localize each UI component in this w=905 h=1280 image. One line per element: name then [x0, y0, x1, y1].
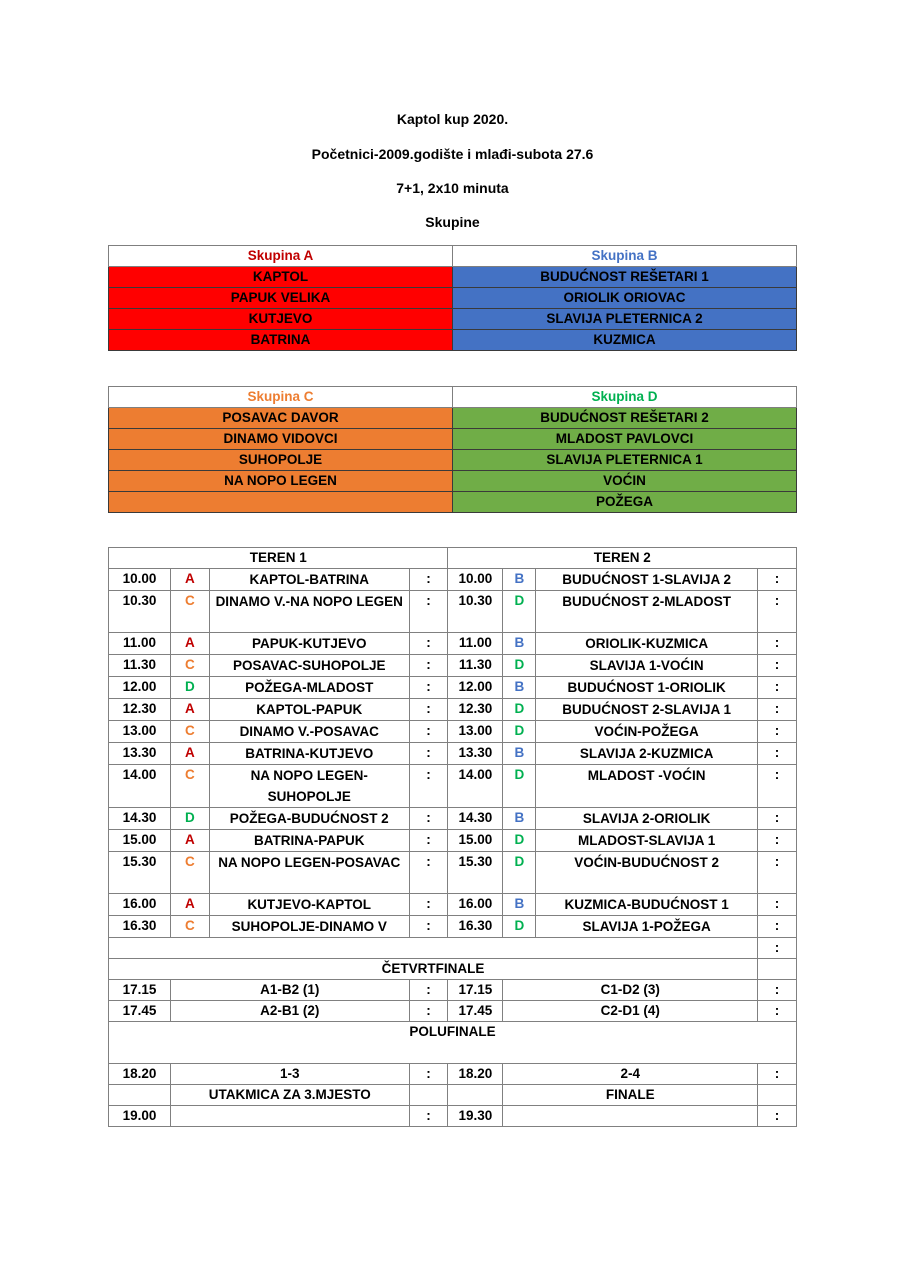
match-time: 18.20 — [448, 1064, 503, 1085]
match-pairing: DINAMO V.-NA NOPO LEGEN — [209, 591, 409, 633]
match-pairing: NA NOPO LEGEN-POSAVAC — [209, 852, 409, 894]
document-subtitle: Početnici-2009.godište i mlađi-subota 27.6 — [311, 146, 594, 162]
empty-cell — [409, 1085, 448, 1106]
spacer-row — [109, 938, 758, 959]
match-time: 13.00 — [448, 721, 503, 743]
score-separator: : — [758, 591, 797, 633]
group-letter: C — [170, 591, 209, 633]
match-time: 15.00 — [109, 830, 171, 852]
match-row — [109, 677, 797, 699]
score-separator: : — [409, 569, 448, 591]
match-time: 15.30 — [448, 852, 503, 894]
match-row — [109, 591, 797, 633]
match-time: 17.45 — [109, 1001, 171, 1022]
group-letter: B — [503, 894, 536, 916]
match-pairing: SLAVIJA 2-ORIOLIK — [536, 808, 758, 830]
match-pairing: BUDUĆNOST 1-SLAVIJA 2 — [536, 569, 758, 591]
group-letter: C — [170, 852, 209, 894]
empty-cell — [758, 1085, 797, 1106]
match-row — [109, 808, 797, 830]
group-letter: A — [170, 894, 209, 916]
score-separator: : — [409, 591, 448, 633]
match-time: 16.30 — [109, 916, 171, 938]
score-separator: : — [409, 852, 448, 894]
score-separator: : — [409, 980, 448, 1001]
group-letter: D — [503, 699, 536, 721]
group-letter: C — [170, 765, 209, 808]
score-separator: : — [758, 894, 797, 916]
match-time: 12.30 — [448, 699, 503, 721]
group-letter: D — [503, 591, 536, 633]
match-time: 13.30 — [109, 743, 171, 765]
document-title: Kaptol kup 2020. — [396, 111, 509, 127]
score-separator: : — [409, 743, 448, 765]
match-pairing: SLAVIJA 2-KUZMICA — [536, 743, 758, 765]
match-pairing: NA NOPO LEGEN-SUHOPOLJE — [209, 765, 409, 808]
match-time: 12.00 — [448, 677, 503, 699]
match-pairing: MLADOST-SLAVIJA 1 — [536, 830, 758, 852]
score-separator: : — [758, 938, 797, 959]
match-pairing: VOĆIN-POŽEGA — [536, 721, 758, 743]
group-d-team: MLADOST PAVLOVCI — [453, 429, 797, 450]
group-d-team: VOĆIN — [453, 471, 797, 492]
score-separator: : — [758, 1001, 797, 1022]
empty-cell — [758, 959, 797, 980]
match-time: 14.30 — [109, 808, 171, 830]
match-pairing: DINAMO V.-POSAVAC — [209, 721, 409, 743]
match-pairing: ORIOLIK-KUZMICA — [536, 633, 758, 655]
match-pairing: KAPTOL-PAPUK — [209, 699, 409, 721]
semifinal-label: POLUFINALE — [109, 1022, 797, 1064]
match-pairing: C2-D1 (4) — [503, 1001, 758, 1022]
group-letter: A — [170, 830, 209, 852]
score-separator: : — [409, 633, 448, 655]
match-time: 16.00 — [448, 894, 503, 916]
match-pairing — [170, 1106, 409, 1127]
score-separator: : — [758, 1064, 797, 1085]
match-row — [109, 916, 797, 938]
final-row — [109, 1106, 797, 1127]
third-place-label: UTAKMICA ZA 3.MJESTO — [170, 1085, 409, 1106]
final-label: FINALE — [503, 1085, 758, 1106]
match-time: 15.00 — [448, 830, 503, 852]
match-pairing: 1-3 — [170, 1064, 409, 1085]
empty-cell — [448, 1085, 503, 1106]
match-pairing: 2-4 — [503, 1064, 758, 1085]
score-separator: : — [758, 1106, 797, 1127]
group-b-label: Skupina B — [453, 246, 797, 267]
group-a-team: KUTJEVO — [109, 309, 453, 330]
match-pairing: BATRINA-PAPUK — [209, 830, 409, 852]
score-separator: : — [758, 699, 797, 721]
group-letter: D — [503, 765, 536, 808]
match-row — [109, 633, 797, 655]
match-pairing: POŽEGA-MLADOST — [209, 677, 409, 699]
match-time: 15.30 — [109, 852, 171, 894]
match-pairing: MLADOST -VOĆIN — [536, 765, 758, 808]
group-b-team: BUDUĆNOST REŠETARI 1 — [453, 267, 797, 288]
match-time: 10.00 — [448, 569, 503, 591]
match-time: 14.30 — [448, 808, 503, 830]
match-pairing: SLAVIJA 1-VOĆIN — [536, 655, 758, 677]
score-separator: : — [409, 1064, 448, 1085]
group-letter: D — [503, 916, 536, 938]
match-time: 19.00 — [109, 1106, 171, 1127]
field-2-header: TEREN 2 — [448, 548, 797, 569]
match-pairing: BATRINA-KUTJEVO — [209, 743, 409, 765]
groups-cd-table — [108, 386, 797, 513]
group-c-team — [109, 492, 453, 513]
match-pairing: SUHOPOLJE-DINAMO V — [209, 916, 409, 938]
score-separator: : — [409, 894, 448, 916]
score-separator: : — [409, 808, 448, 830]
group-letter: B — [503, 569, 536, 591]
group-letter: D — [503, 852, 536, 894]
group-c-team: NA NOPO LEGEN — [109, 471, 453, 492]
group-letter: B — [503, 677, 536, 699]
match-row — [109, 721, 797, 743]
score-separator: : — [758, 633, 797, 655]
score-separator: : — [758, 677, 797, 699]
score-separator: : — [409, 655, 448, 677]
group-letter: A — [170, 633, 209, 655]
group-letter: B — [503, 743, 536, 765]
match-pairing: A1-B2 (1) — [170, 980, 409, 1001]
match-time: 10.30 — [448, 591, 503, 633]
score-separator: : — [409, 1001, 448, 1022]
group-letter: A — [170, 699, 209, 721]
group-letter: B — [503, 808, 536, 830]
match-time: 13.00 — [109, 721, 171, 743]
match-time: 11.30 — [109, 655, 171, 677]
match-row — [109, 894, 797, 916]
match-row — [109, 830, 797, 852]
group-d-team: POŽEGA — [453, 492, 797, 513]
match-time: 16.30 — [448, 916, 503, 938]
group-b-team: SLAVIJA PLETERNICA 2 — [453, 309, 797, 330]
score-separator: : — [758, 980, 797, 1001]
score-separator: : — [409, 765, 448, 808]
score-separator: : — [758, 808, 797, 830]
match-time: 18.20 — [109, 1064, 171, 1085]
match-row — [109, 852, 797, 894]
group-b-team: KUZMICA — [453, 330, 797, 351]
group-a-label: Skupina A — [109, 246, 453, 267]
quarterfinal-row — [109, 1001, 797, 1022]
match-pairing: PAPUK-KUTJEVO — [209, 633, 409, 655]
match-time: 19.30 — [448, 1106, 503, 1127]
score-separator: : — [758, 569, 797, 591]
match-time: 13.30 — [448, 743, 503, 765]
match-pairing: POSAVAC-SUHOPOLJE — [209, 655, 409, 677]
group-c-team: DINAMO VIDOVCI — [109, 429, 453, 450]
match-time: 17.45 — [448, 1001, 503, 1022]
match-pairing: KUTJEVO-KAPTOL — [209, 894, 409, 916]
score-separator: : — [758, 655, 797, 677]
group-d-label: Skupina D — [453, 387, 797, 408]
match-row — [109, 569, 797, 591]
match-pairing: BUDUĆNOST 1-ORIOLIK — [536, 677, 758, 699]
score-separator: : — [409, 721, 448, 743]
group-letter: D — [170, 808, 209, 830]
match-format: 7+1, 2x10 minuta — [396, 180, 509, 196]
match-pairing: A2-B1 (2) — [170, 1001, 409, 1022]
group-letter: C — [170, 655, 209, 677]
match-time: 17.15 — [448, 980, 503, 1001]
group-d-team: SLAVIJA PLETERNICA 1 — [453, 450, 797, 471]
score-separator: : — [758, 852, 797, 894]
group-c-label: Skupina C — [109, 387, 453, 408]
group-a-team: KAPTOL — [109, 267, 453, 288]
score-separator: : — [409, 916, 448, 938]
group-c-team: SUHOPOLJE — [109, 450, 453, 471]
group-letter: C — [170, 721, 209, 743]
match-row — [109, 765, 797, 808]
quarterfinal-row — [109, 980, 797, 1001]
match-time: 10.30 — [109, 591, 171, 633]
match-pairing: BUDUĆNOST 2-MLADOST — [536, 591, 758, 633]
group-letter: D — [170, 677, 209, 699]
score-separator: : — [758, 830, 797, 852]
group-letter: C — [170, 916, 209, 938]
match-time: 10.00 — [109, 569, 171, 591]
match-time: 12.30 — [109, 699, 171, 721]
match-row — [109, 655, 797, 677]
score-separator: : — [758, 743, 797, 765]
score-separator: : — [758, 765, 797, 808]
groups-heading: Skupine — [425, 214, 480, 230]
match-pairing: SLAVIJA 1-POŽEGA — [536, 916, 758, 938]
match-pairing: C1-D2 (3) — [503, 980, 758, 1001]
match-pairing: KAPTOL-BATRINA — [209, 569, 409, 591]
group-letter: A — [170, 569, 209, 591]
match-pairing: VOĆIN-BUDUĆNOST 2 — [536, 852, 758, 894]
score-separator: : — [409, 1106, 448, 1127]
group-letter: D — [503, 721, 536, 743]
match-time: 14.00 — [109, 765, 171, 808]
match-time: 11.30 — [448, 655, 503, 677]
match-pairing: POŽEGA-BUDUĆNOST 2 — [209, 808, 409, 830]
empty-cell — [109, 1085, 171, 1106]
group-a-team: BATRINA — [109, 330, 453, 351]
group-c-team: POSAVAC DAVOR — [109, 408, 453, 429]
match-time: 12.00 — [109, 677, 171, 699]
group-a-team: PAPUK VELIKA — [109, 288, 453, 309]
score-separator: : — [409, 830, 448, 852]
match-pairing: BUDUĆNOST 2-SLAVIJA 1 — [536, 699, 758, 721]
match-time: 11.00 — [109, 633, 171, 655]
group-d-team: BUDUĆNOST REŠETARI 2 — [453, 408, 797, 429]
match-pairing: KUZMICA-BUDUĆNOST 1 — [536, 894, 758, 916]
field-1-header: TEREN 1 — [109, 548, 448, 569]
match-time: 16.00 — [109, 894, 171, 916]
quarterfinal-label: ČETVRTFINALE — [109, 959, 758, 980]
match-time: 17.15 — [109, 980, 171, 1001]
match-row — [109, 699, 797, 721]
match-pairing — [503, 1106, 758, 1127]
group-letter: A — [170, 743, 209, 765]
groups-ab-table — [108, 245, 797, 351]
score-separator: : — [409, 699, 448, 721]
match-time: 11.00 — [448, 633, 503, 655]
score-separator: : — [409, 677, 448, 699]
semifinal-row — [109, 1064, 797, 1085]
score-separator: : — [758, 721, 797, 743]
group-b-team: ORIOLIK ORIOVAC — [453, 288, 797, 309]
group-letter: B — [503, 633, 536, 655]
match-row — [109, 743, 797, 765]
group-letter: D — [503, 655, 536, 677]
match-time: 14.00 — [448, 765, 503, 808]
group-letter: D — [503, 830, 536, 852]
schedule-table — [108, 547, 797, 1127]
score-separator: : — [758, 916, 797, 938]
